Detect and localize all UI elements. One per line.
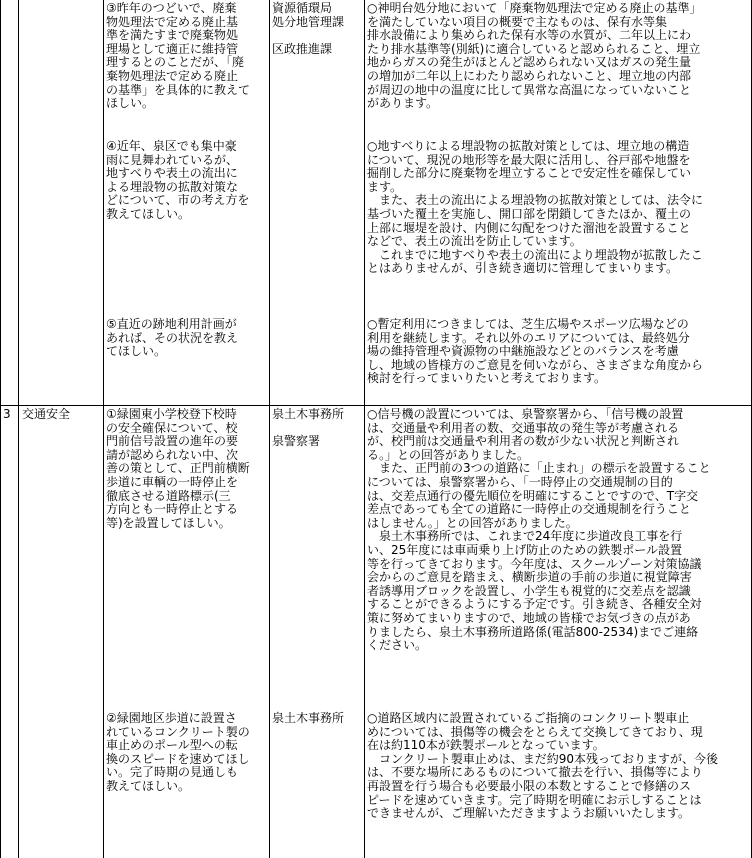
column-rule [269, 0, 270, 858]
question-cell: ⑤直近の跡地利用計画が あれば、その状況を教え てほしい。 [106, 317, 239, 359]
question-cell: ④近年、泉区でも集中豪 雨に見舞われているが、 地すべりや表土の流出に よる埋設物の拡散対策な どについて、市の考え方を 教えてほしい。 [106, 139, 250, 221]
column-rule [103, 0, 104, 858]
row-separator [0, 405, 752, 406]
answer-cell: ○信号機の設置については、泉警察署から、「信号機の設置 は、交通量や利用者の数、交通事故の発生等が考慮される が、校門前は交通量や利用者の数が少ない状況と判断され る。」との回答がありました。 また、正門前の3つの道路に「止まれ」の標示を設置すること については、泉警察署から、「一時停止の交通規制の目的 は、交差点通行の優先順位を明確にすることですので、T字交 差点であっても全ての道路に一時停止の交通規制を行うこと はしません。」との回答がありました。 泉土木事務所では、これまで24年度に歩道改良工事を行 い、25年度には車両乗り上げ防止のための鉄製ポール設置 等を行ってきております。今年度は、スクールゾーン対策協議 会からのご意見を踏まえ、横断歩道の手前の歩道に視覚障害 者誘導用ブロックを設置し、小学生も視覚的に交差点を認識 することができるようにする予定です。引き続き、各種安全対 策に努めてまいりますので、地域の皆様でお気づきの点があ りましたら、泉土木事務所道路係(電話800-2534)までご連絡 ください。 [367, 407, 711, 653]
answer-cell: ○地すべりによる埋設物の拡散対策としては、埋立地の構造 について、現況の地形等を最大限に活用し、谷戸部や地盤を 掘削した部分に廃棄物を埋立することで安定性を確保してい ます。 また、表土の流出による埋設物の拡散対策としては、法令に 基づいた覆土を実施し、開口部を閉鎖してきたほか、覆土の 上部に堰堤を設け、内側に勾配をつけた溜池を設置すること などで、表土の流出を防止しています。 これまでに地すべりや表土の流出により埋設物が拡散したこ とはありませんが、引き続き適切に管理してまいります。 [367, 139, 704, 276]
answer-cell: ○神明台処分地において「廃棄物処理法で定める廃止の基準」 を満たしていない項目の概要で主なものは、保有水等集 排水設備により集められた保有水等の水質が、二年以上にわ たり排水基準等(別紙)に適合していると認められること、埋立 地からガスの発生がほとんど認められない又はガスの発生量 の増加が二年以上にわたり認められないこと、埋立地の内部 が周辺の地中の温度に比して異常な高温になっていないこと があります。 [367, 1, 702, 111]
question-cell: ③昨年のつどいで、廃棄 物処理法で定める廃止基 準を満たすまで廃棄物処 理場として適正に維持管 理するとのことだが、「廃 棄物処理法で定める廃止 の基準」を具体的に教えて ほしい。 [106, 1, 251, 111]
answer-cell: ○道路区域内に設置されているご指摘のコンクリート製車止 めについては、損傷等の機会をとらえて交換してきており、現 在は約110本が鉄製ポールとなっています。 コンクリート製車止めは、まだ約90本残っておりますが、今後 は、不要な場所にあるものについて撤去を行い、損傷等により 再設置を行う場合も必要最小限の本数とすることで修繕のス ピードを速めていきます。完了時期を明確にお示しすることは できませんが、ご理解いただきますようお願いいたします。 [367, 711, 719, 821]
department-cell: 泉土木事務所 [272, 711, 345, 725]
question-cell: ②緑園地区歩道に設置さ れているコンクリート製の 車止めのポール型への転 換のスピードを速めてほし い。完了時期の見通しも 教えてほしい。 [106, 711, 250, 793]
category-cell: 交通安全 [22, 407, 71, 421]
department-cell: 資源循環局 処分地管理課 区政推進課 [272, 1, 345, 56]
column-rule [364, 0, 365, 858]
item-number: 3 [3, 407, 11, 421]
department-cell: 泉土木事務所 泉警察署 [272, 407, 345, 449]
question-cell: ①緑園東小学校登下校時 の安全確保について、校 門前信号設置の進年の要 請が認められない中、次 善の策として、正門前横断 歩道に車輌の一時停止を 徹底させる道路標示(三 方向とも一時停止とする 等)を設置してほしい。 [106, 407, 250, 530]
column-rule [18, 0, 19, 858]
answer-cell: ○暫定利用につきましては、芝生広場やスポーツ広場などの 利用を継続します。それ以外のエリアについては、最終処分 場の維持管理や資源物の中継施設などとのバランスを考慮 し、地域の皆様方のご意見を伺いながら、さまざまな角度から 検討を行ってまいりたいと考えております。 [367, 317, 704, 386]
column-rule [0, 0, 1, 858]
